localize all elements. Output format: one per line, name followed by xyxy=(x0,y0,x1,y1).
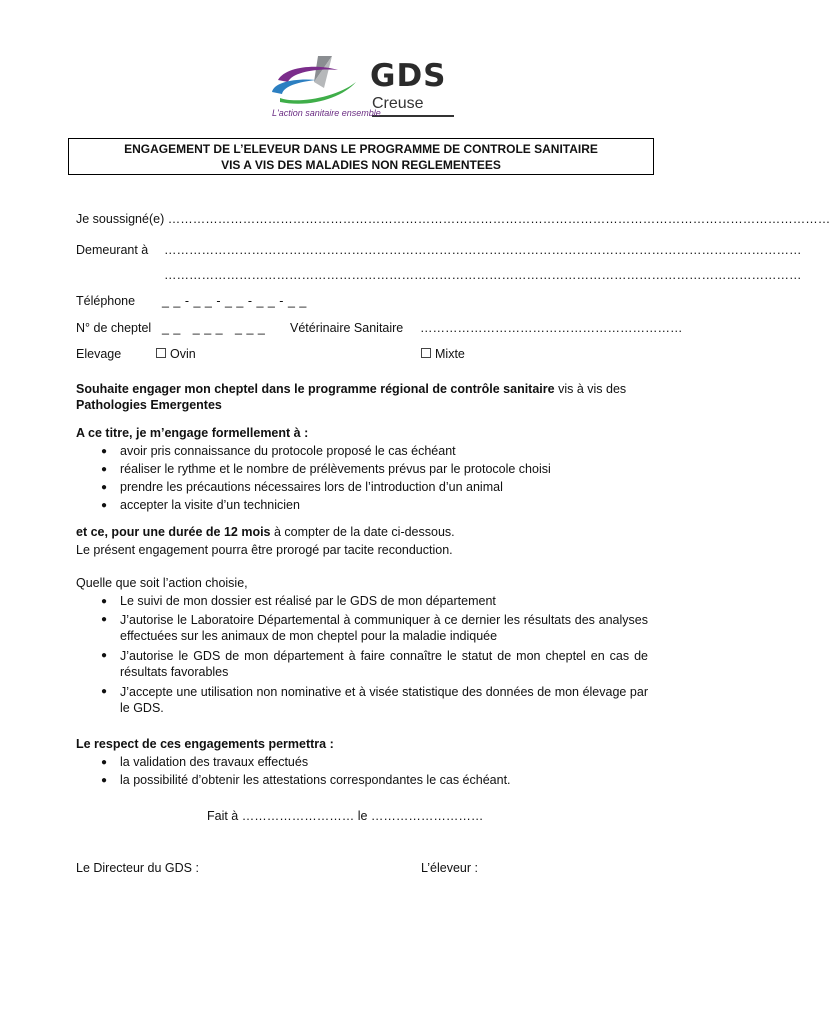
telephone-field[interactable]: _ _ - _ _ - _ _ - _ _ - _ _ xyxy=(162,294,307,308)
respect-item: la validation des travaux effectués xyxy=(120,755,309,769)
duration-line xyxy=(76,525,455,539)
bullet-icon: ● xyxy=(101,614,108,625)
cheptel-field[interactable]: _ _ _ _ _ _ _ _ xyxy=(162,321,266,335)
mixte-checkbox[interactable] xyxy=(421,348,431,358)
duration-line2: Le présent engagement pourra être prorogé par tacite reconduction. xyxy=(76,543,453,557)
bullet-icon: ● xyxy=(101,650,108,661)
ovin-checkbox[interactable] xyxy=(156,348,166,358)
action-item: J’autorise le Laboratoire Départemental à communiquer à ce dernier les résultats des analyses effectuées sur les animaux de mon cheptel pour la maladie indiquée xyxy=(120,613,648,643)
intro-bold: Souhaite engager mon cheptel dans le programme régional de contrôle sanitaire xyxy=(76,382,555,396)
ovin-label: Ovin xyxy=(170,347,196,361)
duration-bold: et ce, pour une durée de 12 mois xyxy=(76,525,271,539)
respect-item: la possibilité d’obtenir les attestations correspondantes le cas échéant. xyxy=(120,773,511,787)
bullet-icon: ● xyxy=(101,775,108,786)
engagement-item: réaliser le rythme et le nombre de prélèvements prévus par le protocole choisi xyxy=(120,462,551,476)
demeurant-label: Demeurant à xyxy=(76,243,149,257)
directeur-signature-label: Le Directeur du GDS : xyxy=(76,861,199,875)
action-item: J’accepte une utilisation non nominative et à visée statistique des données de mon élevage par le GDS. xyxy=(120,685,648,715)
bullet-icon: ● xyxy=(101,596,108,607)
elevage-label: Elevage xyxy=(76,347,122,361)
demeurant-field-1[interactable]: ……………………………………………………………………………………………………………………………………… xyxy=(164,243,802,257)
intro-paragraph xyxy=(76,381,648,397)
logo-sub: Creuse xyxy=(372,95,424,112)
intro-line2: Pathologies Emergentes xyxy=(76,398,222,412)
veterinaire-label: Vétérinaire Sanitaire xyxy=(290,321,404,335)
duration-rest: à compter de la date ci-dessous. xyxy=(270,525,455,539)
engagement-item: prendre les précautions nécessaires lors de l’introduction d’un animal xyxy=(120,480,503,494)
document-title xyxy=(68,138,654,175)
bullet-icon: ● xyxy=(101,757,108,768)
mixte-label: Mixte xyxy=(435,347,465,361)
action-heading: Quelle que soit l’action choisie, xyxy=(76,576,248,590)
telephone-label: Téléphone xyxy=(76,294,136,308)
engagement-item: avoir pris connaissance du protocole proposé le cas échéant xyxy=(120,444,456,458)
respect-heading: Le respect de ces engagements permettra : xyxy=(76,737,334,751)
action-item: J’autorise le GDS de mon département à faire connaître le statut de mon cheptel en cas de résultats favorables xyxy=(120,649,648,679)
soussigne-field[interactable]: Je soussigné(e) …………………………………………………………………………………………………………………………………………… xyxy=(76,212,830,226)
title-line-1: ENGAGEMENT DE L’ELEVEUR DANS LE PROGRAMME DE CONTROLE SANITAIRE xyxy=(124,142,598,156)
intro-rest: vis à vis des xyxy=(554,382,627,396)
bullet-icon: ● xyxy=(101,482,108,493)
option-ovin[interactable] xyxy=(156,347,196,361)
logo-brand: GDS xyxy=(370,58,447,94)
bullet-icon: ● xyxy=(101,446,108,457)
bullet-icon: ● xyxy=(101,686,108,697)
eleveur-signature-label: L’éleveur : xyxy=(421,861,478,875)
bullet-icon: ● xyxy=(101,500,108,511)
action-item: Le suivi de mon dossier est réalisé par le GDS de mon département xyxy=(120,594,496,608)
engagement-item: accepter la visite d’un technicien xyxy=(120,498,300,512)
fait-a-field[interactable]: Fait à ……………………… le ……………………… xyxy=(207,809,484,823)
title-line-2: VIS A VIS DES MALADIES NON REGLEMENTEES xyxy=(221,158,501,172)
logo-tagline: L'action sanitaire ensemble xyxy=(272,108,381,118)
option-mixte[interactable] xyxy=(421,347,465,361)
demeurant-field-2[interactable]: ……………………………………………………………………………………………………………………………………… xyxy=(164,268,802,282)
bullet-icon: ● xyxy=(101,464,108,475)
cheptel-label: N° de cheptel xyxy=(76,321,152,335)
logo-underline xyxy=(372,115,454,117)
engagement-heading: A ce titre, je m’engage formellement à : xyxy=(76,426,309,440)
logo-mark-icon xyxy=(266,52,376,112)
veterinaire-field[interactable]: ……………………………………………………… xyxy=(420,321,683,335)
